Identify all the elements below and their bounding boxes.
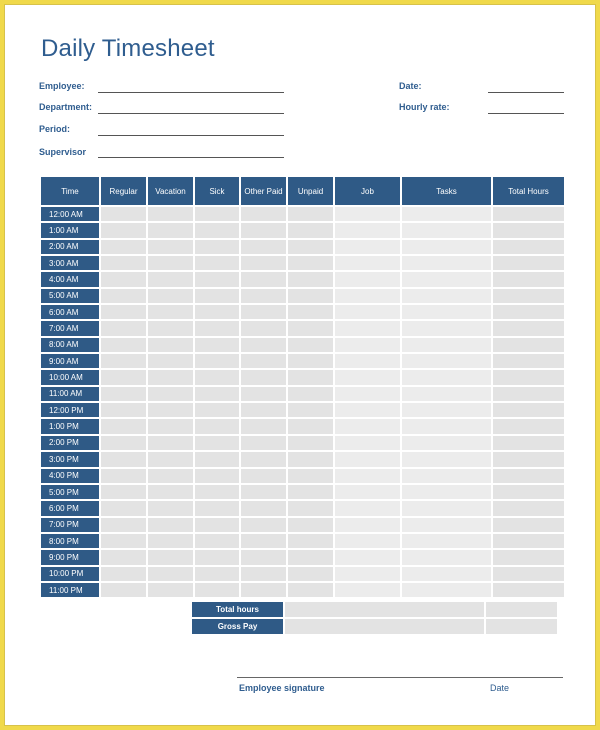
- entry-cell[interactable]: [101, 272, 146, 286]
- table-row: [41, 583, 564, 597]
- column-header: Time: [41, 177, 99, 205]
- entry-cell[interactable]: [402, 354, 491, 368]
- entry-cell[interactable]: [101, 583, 146, 597]
- entry-cell[interactable]: [148, 370, 193, 384]
- entry-cell[interactable]: [195, 518, 239, 532]
- total-hours-value[interactable]: [486, 602, 557, 617]
- entry-cell[interactable]: [195, 501, 239, 515]
- entry-cell[interactable]: [288, 403, 333, 417]
- column-header: Vacation: [148, 177, 193, 205]
- time-cell: 6:00 PM: [41, 501, 99, 515]
- time-cell: 11:00 AM: [41, 387, 99, 401]
- entry-cell[interactable]: [241, 289, 286, 303]
- gross-pay-label: Gross Pay: [192, 619, 283, 634]
- table-row: [41, 272, 564, 286]
- column-header: Total Hours: [493, 177, 564, 205]
- entry-cell[interactable]: [288, 321, 333, 335]
- entry-cell[interactable]: [402, 207, 491, 221]
- entry-cell[interactable]: [335, 240, 400, 254]
- entry-cell[interactable]: [288, 338, 333, 352]
- entry-cell[interactable]: [402, 501, 491, 515]
- entry-cell[interactable]: [335, 534, 400, 548]
- entry-cell[interactable]: [195, 207, 239, 221]
- time-cell: 1:00 PM: [41, 419, 99, 433]
- entry-cell[interactable]: [241, 272, 286, 286]
- entry-cell[interactable]: [241, 354, 286, 368]
- entry-cell[interactable]: [148, 256, 193, 270]
- table-row: [41, 518, 564, 532]
- entry-cell[interactable]: [288, 534, 333, 548]
- entry-cell[interactable]: [148, 354, 193, 368]
- entry-cell[interactable]: [101, 518, 146, 532]
- gross-pay-cell[interactable]: [285, 619, 484, 634]
- entry-cell[interactable]: [195, 583, 239, 597]
- entry-cell[interactable]: [335, 370, 400, 384]
- entry-cell[interactable]: [402, 289, 491, 303]
- entry-cell[interactable]: [101, 550, 146, 564]
- entry-cell[interactable]: [493, 501, 564, 515]
- entry-cell[interactable]: [241, 485, 286, 499]
- timesheet-page: [4, 4, 596, 726]
- entry-cell[interactable]: [148, 583, 193, 597]
- entry-cell[interactable]: [402, 338, 491, 352]
- time-cell: 9:00 PM: [41, 550, 99, 564]
- entry-cell[interactable]: [241, 321, 286, 335]
- entry-cell[interactable]: [335, 305, 400, 319]
- entry-cell[interactable]: [195, 485, 239, 499]
- entry-cell[interactable]: [402, 419, 491, 433]
- entry-cell[interactable]: [195, 272, 239, 286]
- time-cell: 3:00 AM: [41, 256, 99, 270]
- column-header: Job: [335, 177, 400, 205]
- table-row: [41, 338, 564, 352]
- entry-cell[interactable]: [493, 338, 564, 352]
- entry-cell[interactable]: [148, 387, 193, 401]
- entry-cell[interactable]: [493, 419, 564, 433]
- entry-cell[interactable]: [335, 469, 400, 483]
- entry-cell[interactable]: [493, 289, 564, 303]
- entry-cell[interactable]: [241, 305, 286, 319]
- entry-cell[interactable]: [402, 223, 491, 237]
- entry-cell[interactable]: [493, 223, 564, 237]
- table-row: [41, 223, 564, 237]
- entry-cell[interactable]: [195, 289, 239, 303]
- time-cell: 11:00 PM: [41, 583, 99, 597]
- entry-cell[interactable]: [148, 501, 193, 515]
- entry-cell[interactable]: [335, 583, 400, 597]
- entry-cell[interactable]: [288, 501, 333, 515]
- entry-cell[interactable]: [101, 256, 146, 270]
- entry-cell[interactable]: [195, 256, 239, 270]
- entry-cell[interactable]: [493, 354, 564, 368]
- column-header: Regular: [101, 177, 146, 205]
- entry-cell[interactable]: [335, 452, 400, 466]
- department-field[interactable]: [98, 113, 284, 114]
- entry-cell[interactable]: [195, 419, 239, 433]
- table-row: [41, 452, 564, 466]
- entry-cell[interactable]: [493, 518, 564, 532]
- table-row: [41, 289, 564, 303]
- entry-cell[interactable]: [101, 403, 146, 417]
- entry-cell[interactable]: [402, 403, 491, 417]
- signature-date-label: Date: [490, 683, 510, 693]
- entry-cell[interactable]: [493, 534, 564, 548]
- entry-cell[interactable]: [493, 452, 564, 466]
- table-row: [41, 305, 564, 319]
- time-cell: 9:00 AM: [41, 354, 99, 368]
- time-cell: 1:00 AM: [41, 223, 99, 237]
- table-row: [41, 436, 564, 450]
- entry-cell[interactable]: [241, 207, 286, 221]
- entry-cell[interactable]: [101, 354, 146, 368]
- entry-cell[interactable]: [101, 452, 146, 466]
- entry-cell[interactable]: [195, 240, 239, 254]
- entry-cell[interactable]: [335, 207, 400, 221]
- entry-cell[interactable]: [288, 305, 333, 319]
- entry-cell[interactable]: [493, 567, 564, 581]
- entry-cell[interactable]: [101, 305, 146, 319]
- entry-cell[interactable]: [335, 550, 400, 564]
- entry-cell[interactable]: [241, 370, 286, 384]
- entry-cell[interactable]: [148, 534, 193, 548]
- entry-cell[interactable]: [101, 501, 146, 515]
- entry-cell[interactable]: [148, 338, 193, 352]
- entry-cell[interactable]: [335, 272, 400, 286]
- entry-cell[interactable]: [241, 534, 286, 548]
- period-label: Period:: [39, 124, 71, 134]
- entry-cell[interactable]: [195, 436, 239, 450]
- employee-field[interactable]: [98, 92, 284, 93]
- entry-cell[interactable]: [335, 338, 400, 352]
- hourly-rate-field[interactable]: [488, 113, 564, 114]
- supervisor-label: Supervisor: [39, 147, 87, 157]
- entry-cell[interactable]: [241, 469, 286, 483]
- entry-cell[interactable]: [493, 305, 564, 319]
- entry-cell[interactable]: [288, 354, 333, 368]
- entry-cell[interactable]: [288, 518, 333, 532]
- entry-cell[interactable]: [288, 469, 333, 483]
- entry-cell[interactable]: [195, 338, 239, 352]
- column-header: Unpaid: [288, 177, 333, 205]
- table-row: [41, 256, 564, 270]
- total-hours-label: Total hours: [192, 602, 283, 617]
- time-cell: 3:00 PM: [41, 452, 99, 466]
- entry-cell[interactable]: [195, 305, 239, 319]
- entry-cell[interactable]: [493, 387, 564, 401]
- entry-cell[interactable]: [101, 207, 146, 221]
- entry-cell[interactable]: [148, 452, 193, 466]
- entry-cell[interactable]: [241, 452, 286, 466]
- table-row: [41, 387, 564, 401]
- entry-cell[interactable]: [288, 370, 333, 384]
- time-cell: 12:00 AM: [41, 207, 99, 221]
- time-cell: 10:00 PM: [41, 567, 99, 581]
- time-cell: 5:00 PM: [41, 485, 99, 499]
- entry-cell[interactable]: [241, 240, 286, 254]
- entry-cell[interactable]: [101, 436, 146, 450]
- entry-cell[interactable]: [241, 419, 286, 433]
- time-cell: 6:00 AM: [41, 305, 99, 319]
- table-row: [41, 240, 564, 254]
- entry-cell[interactable]: [241, 223, 286, 237]
- entry-cell[interactable]: [195, 550, 239, 564]
- entry-cell[interactable]: [402, 240, 491, 254]
- entry-cell[interactable]: [148, 223, 193, 237]
- entry-cell[interactable]: [148, 289, 193, 303]
- totals-table: [190, 600, 559, 636]
- entry-cell[interactable]: [288, 387, 333, 401]
- entry-cell[interactable]: [148, 321, 193, 335]
- entry-cell[interactable]: [241, 567, 286, 581]
- entry-cell[interactable]: [101, 321, 146, 335]
- entry-cell[interactable]: [335, 403, 400, 417]
- entry-cell[interactable]: [493, 436, 564, 450]
- entry-cell[interactable]: [101, 370, 146, 384]
- column-header: Other Paid: [241, 177, 286, 205]
- entry-cell[interactable]: [288, 207, 333, 221]
- table-header-row: [41, 177, 564, 205]
- time-cell: 7:00 AM: [41, 321, 99, 335]
- entry-cell[interactable]: [335, 436, 400, 450]
- entry-cell[interactable]: [101, 338, 146, 352]
- entry-cell[interactable]: [288, 289, 333, 303]
- entry-cell[interactable]: [195, 354, 239, 368]
- entry-cell[interactable]: [335, 518, 400, 532]
- entry-cell[interactable]: [402, 256, 491, 270]
- entry-cell[interactable]: [402, 485, 491, 499]
- entry-cell[interactable]: [288, 583, 333, 597]
- entry-cell[interactable]: [402, 387, 491, 401]
- time-cell: 4:00 AM: [41, 272, 99, 286]
- time-cell: 7:00 PM: [41, 518, 99, 532]
- entry-cell[interactable]: [148, 550, 193, 564]
- entry-cell[interactable]: [493, 321, 564, 335]
- period-field[interactable]: [98, 135, 284, 136]
- entry-cell[interactable]: [101, 485, 146, 499]
- entry-cell[interactable]: [335, 485, 400, 499]
- entry-cell[interactable]: [288, 485, 333, 499]
- entry-cell[interactable]: [101, 419, 146, 433]
- entry-cell[interactable]: [148, 567, 193, 581]
- entry-cell[interactable]: [148, 272, 193, 286]
- entry-cell[interactable]: [148, 403, 193, 417]
- entry-cell[interactable]: [241, 518, 286, 532]
- entry-cell[interactable]: [335, 256, 400, 270]
- table-row: [41, 501, 564, 515]
- entry-cell[interactable]: [493, 583, 564, 597]
- date-label: Date:: [399, 81, 422, 91]
- table-row: [41, 419, 564, 433]
- entry-cell[interactable]: [101, 567, 146, 581]
- entry-cell[interactable]: [335, 501, 400, 515]
- entry-cell[interactable]: [288, 256, 333, 270]
- time-cell: 12:00 PM: [41, 403, 99, 417]
- entry-cell[interactable]: [101, 289, 146, 303]
- entry-cell[interactable]: [195, 370, 239, 384]
- entry-cell[interactable]: [402, 370, 491, 384]
- entry-cell[interactable]: [195, 403, 239, 417]
- time-cell: 8:00 PM: [41, 534, 99, 548]
- entry-cell[interactable]: [101, 534, 146, 548]
- hourly-rate-label: Hourly rate:: [399, 102, 450, 112]
- entry-cell[interactable]: [288, 436, 333, 450]
- entry-cell[interactable]: [493, 485, 564, 499]
- entry-cell[interactable]: [195, 469, 239, 483]
- entry-cell[interactable]: [241, 338, 286, 352]
- time-cell: 2:00 PM: [41, 436, 99, 450]
- entry-cell[interactable]: [195, 321, 239, 335]
- table-row: [41, 207, 564, 221]
- entry-cell[interactable]: [402, 583, 491, 597]
- entry-cell[interactable]: [335, 223, 400, 237]
- entry-cell[interactable]: [288, 223, 333, 237]
- entry-cell[interactable]: [148, 419, 193, 433]
- entry-cell[interactable]: [402, 436, 491, 450]
- entry-cell[interactable]: [402, 550, 491, 564]
- entry-cell[interactable]: [402, 567, 491, 581]
- entry-cell[interactable]: [241, 403, 286, 417]
- entry-cell[interactable]: [335, 321, 400, 335]
- table-row: [41, 321, 564, 335]
- entry-cell[interactable]: [335, 387, 400, 401]
- entry-cell[interactable]: [288, 419, 333, 433]
- table-row: [41, 550, 564, 564]
- entry-cell[interactable]: [288, 452, 333, 466]
- entry-cell[interactable]: [148, 518, 193, 532]
- table-row: [41, 370, 564, 384]
- total-hours-row: [192, 602, 557, 617]
- time-cell: 2:00 AM: [41, 240, 99, 254]
- entry-cell[interactable]: [241, 256, 286, 270]
- column-header: Tasks: [402, 177, 491, 205]
- timesheet-table: [39, 175, 566, 599]
- entry-cell[interactable]: [402, 305, 491, 319]
- gross-pay-value[interactable]: [486, 619, 557, 634]
- page-title: Daily Timesheet: [41, 35, 215, 62]
- employee-label: Employee:: [39, 81, 85, 91]
- entry-cell[interactable]: [288, 567, 333, 581]
- entry-cell[interactable]: [148, 485, 193, 499]
- entry-cell[interactable]: [335, 567, 400, 581]
- entry-cell[interactable]: [101, 387, 146, 401]
- date-field[interactable]: [488, 92, 564, 93]
- entry-cell[interactable]: [402, 469, 491, 483]
- table-row: [41, 469, 564, 483]
- entry-cell[interactable]: [493, 403, 564, 417]
- entry-cell[interactable]: [148, 240, 193, 254]
- employee-signature-label: Employee signature: [239, 683, 325, 693]
- entry-cell[interactable]: [195, 452, 239, 466]
- signature-line[interactable]: [237, 677, 563, 678]
- entry-cell[interactable]: [241, 550, 286, 564]
- entry-cell[interactable]: [148, 305, 193, 319]
- entry-cell[interactable]: [241, 387, 286, 401]
- entry-cell[interactable]: [195, 223, 239, 237]
- entry-cell[interactable]: [402, 272, 491, 286]
- entry-cell[interactable]: [195, 534, 239, 548]
- entry-cell[interactable]: [493, 256, 564, 270]
- entry-cell[interactable]: [195, 567, 239, 581]
- entry-cell[interactable]: [402, 534, 491, 548]
- entry-cell[interactable]: [493, 469, 564, 483]
- total-hours-cell[interactable]: [285, 602, 484, 617]
- table-row: [41, 354, 564, 368]
- entry-cell[interactable]: [493, 272, 564, 286]
- time-cell: 4:00 PM: [41, 469, 99, 483]
- entry-cell[interactable]: [402, 321, 491, 335]
- entry-cell[interactable]: [241, 436, 286, 450]
- time-cell: 5:00 AM: [41, 289, 99, 303]
- entry-cell[interactable]: [402, 452, 491, 466]
- table-row: [41, 485, 564, 499]
- entry-cell[interactable]: [195, 387, 239, 401]
- entry-cell[interactable]: [241, 583, 286, 597]
- table-row: [41, 403, 564, 417]
- column-header: Sick: [195, 177, 239, 205]
- supervisor-field[interactable]: [98, 157, 284, 158]
- entry-cell[interactable]: [148, 207, 193, 221]
- entry-cell[interactable]: [288, 550, 333, 564]
- entry-cell[interactable]: [402, 518, 491, 532]
- entry-cell[interactable]: [335, 419, 400, 433]
- time-cell: 10:00 AM: [41, 370, 99, 384]
- gross-pay-row: [192, 619, 557, 634]
- table-row: [41, 534, 564, 548]
- entry-cell[interactable]: [493, 240, 564, 254]
- entry-cell[interactable]: [241, 501, 286, 515]
- entry-cell[interactable]: [288, 240, 333, 254]
- entry-cell[interactable]: [101, 469, 146, 483]
- department-label: Department:: [39, 102, 93, 112]
- table-row: [41, 567, 564, 581]
- entry-cell[interactable]: [101, 240, 146, 254]
- entry-cell[interactable]: [288, 272, 333, 286]
- entry-cell[interactable]: [148, 469, 193, 483]
- entry-cell[interactable]: [493, 207, 564, 221]
- entry-cell[interactable]: [148, 436, 193, 450]
- entry-cell[interactable]: [335, 354, 400, 368]
- entry-cell[interactable]: [493, 370, 564, 384]
- entry-cell[interactable]: [101, 223, 146, 237]
- entry-cell[interactable]: [493, 550, 564, 564]
- time-cell: 8:00 AM: [41, 338, 99, 352]
- entry-cell[interactable]: [335, 289, 400, 303]
